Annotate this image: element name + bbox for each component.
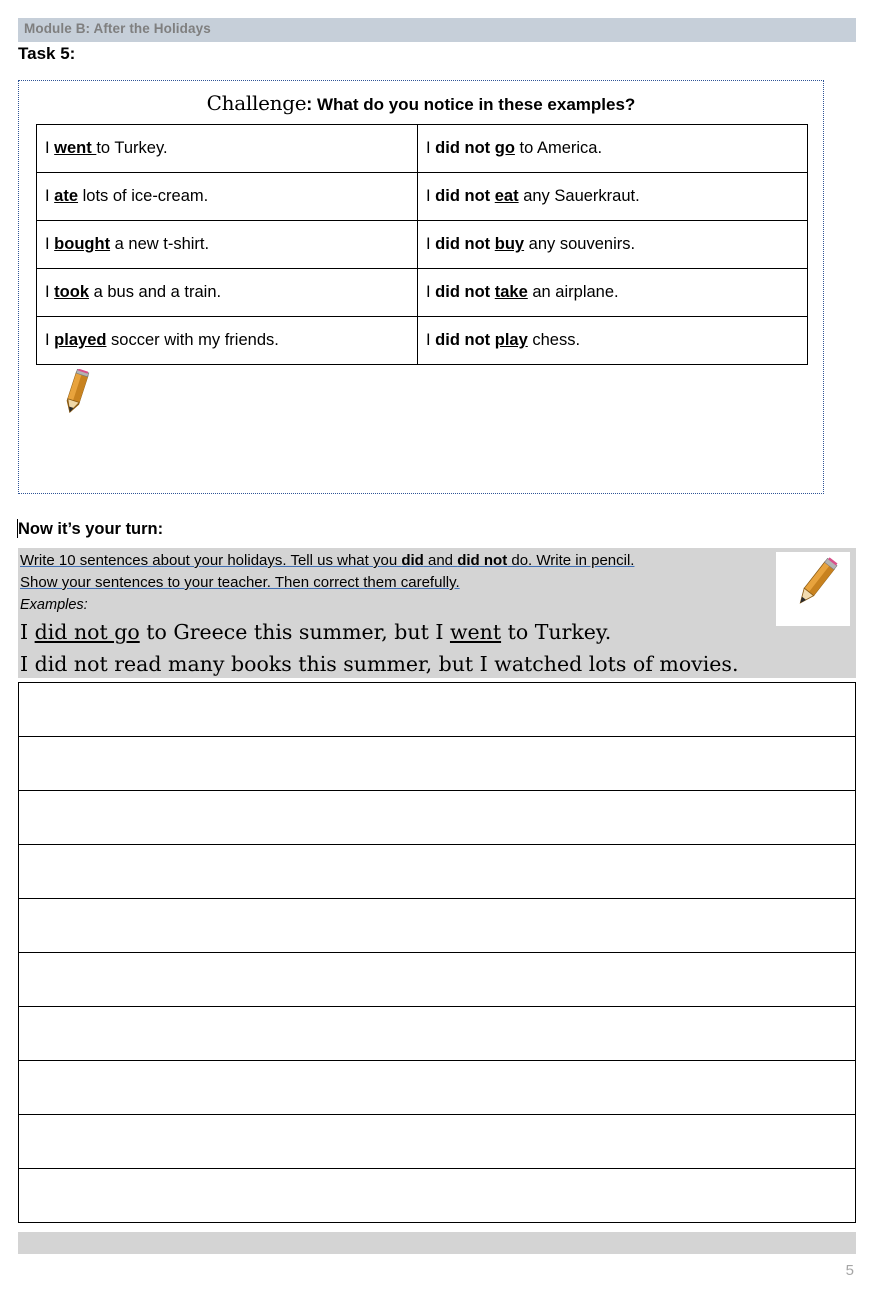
challenge-box: [18, 80, 824, 494]
negative-rest: an airplane.: [527, 283, 619, 301]
positive-prefix: I: [45, 139, 55, 157]
instruction-line-1: [20, 552, 634, 569]
negative-prefix: I: [426, 139, 436, 157]
positive-example-cell: [37, 317, 418, 365]
negative-aux: did not: [435, 331, 495, 349]
answer-line[interactable]: [19, 953, 856, 1007]
module-header-band: [18, 18, 856, 42]
table-row[interactable]: [19, 737, 856, 791]
positive-prefix: I: [45, 331, 55, 349]
table-row[interactable]: [19, 845, 856, 899]
negative-aux: did not: [435, 283, 495, 301]
examples-table: [36, 124, 808, 365]
answer-line[interactable]: [19, 1169, 856, 1223]
instruction-block: [18, 548, 856, 678]
answer-line[interactable]: [19, 1061, 856, 1115]
table-row[interactable]: [19, 1061, 856, 1115]
answer-line[interactable]: [19, 1115, 856, 1169]
example-sentence-1: [20, 620, 611, 644]
answer-line[interactable]: [19, 899, 856, 953]
pencil-icon: [57, 369, 95, 417]
negative-prefix: I: [426, 331, 436, 349]
positive-example-cell: [37, 221, 418, 269]
example-1-did-not-go: did not go: [34, 620, 140, 644]
positive-prefix: I: [45, 187, 55, 205]
positive-example-cell: [37, 173, 418, 221]
pencil-icon: [776, 552, 850, 626]
positive-rest: soccer with my friends.: [106, 331, 279, 349]
negative-rest: chess.: [527, 331, 581, 349]
challenge-word: Challenge: [206, 91, 307, 115]
instruction-did-not: did not: [457, 552, 508, 569]
table-row: [37, 269, 808, 317]
positive-prefix: I: [45, 283, 55, 301]
negative-aux: did not: [435, 139, 495, 157]
negative-verb: play: [494, 331, 528, 349]
your-turn-heading: Now it’s your turn:: [18, 520, 164, 538]
instruction-line-1-part-e: do. Write in pencil.: [507, 552, 635, 569]
answer-line[interactable]: [19, 791, 856, 845]
positive-rest: to Turkey.: [96, 139, 168, 157]
table-row[interactable]: [19, 1169, 856, 1223]
positive-rest: a new t-shirt.: [110, 235, 210, 253]
negative-verb: go: [494, 139, 515, 157]
answer-line[interactable]: [19, 683, 856, 737]
negative-rest: any Sauerkraut.: [518, 187, 640, 205]
negative-rest: any souvenirs.: [524, 235, 636, 253]
table-row[interactable]: [19, 899, 856, 953]
challenge-heading: [19, 91, 823, 115]
negative-prefix: I: [426, 187, 436, 205]
instruction-line-2: Show your sentences to your teacher. Then correct them carefully.: [20, 574, 460, 591]
table-row: [37, 125, 808, 173]
example-1-part-c: to Greece this summer, but I: [139, 620, 450, 644]
negative-verb: buy: [494, 235, 525, 253]
negative-example-cell: [418, 125, 808, 173]
negative-aux: did not: [435, 187, 495, 205]
answer-line[interactable]: [19, 1007, 856, 1061]
table-row[interactable]: [19, 953, 856, 1007]
instruction-did: did: [401, 552, 424, 569]
example-1-part-e: to Turkey.: [501, 620, 612, 644]
examples-label: Examples:: [20, 597, 88, 613]
challenge-colon: :: [306, 94, 313, 114]
negative-verb: take: [494, 283, 528, 301]
table-row[interactable]: [19, 1007, 856, 1061]
positive-example-cell: [37, 125, 418, 173]
positive-verb: bought: [54, 235, 111, 253]
table-row: [37, 317, 808, 365]
positive-prefix: I: [45, 235, 55, 253]
instruction-line-1-part-c: and: [423, 552, 458, 569]
negative-verb: eat: [494, 187, 519, 205]
positive-verb: played: [54, 331, 107, 349]
page-number: 5: [845, 1262, 854, 1279]
challenge-question: What do you notice in these examples?: [316, 95, 636, 114]
example-1-went: went: [449, 620, 502, 644]
positive-rest: lots of ice-cream.: [78, 187, 209, 205]
example-1-part-a: I: [20, 620, 35, 644]
footer-band: [18, 1232, 856, 1254]
table-row[interactable]: [19, 791, 856, 845]
negative-example-cell: [418, 317, 808, 365]
table-row[interactable]: [19, 1115, 856, 1169]
positive-verb: ate: [54, 187, 79, 205]
example-sentence-2: I did not read many books this summer, but I watched lots of movies.: [20, 652, 739, 676]
positive-verb: took: [54, 283, 90, 301]
answer-line[interactable]: [19, 737, 856, 791]
table-row[interactable]: [19, 683, 856, 737]
instruction-line-1-part-a: Write 10 sentences about your holidays. Tell us what you: [20, 552, 402, 569]
table-row: [37, 221, 808, 269]
answer-lines-table[interactable]: [18, 682, 856, 1223]
positive-rest: a bus and a train.: [89, 283, 222, 301]
module-header-label: Module B: After the Holidays: [24, 21, 211, 36]
negative-example-cell: [418, 269, 808, 317]
page-title: Task 5:: [18, 44, 76, 63]
negative-prefix: I: [426, 235, 436, 253]
positive-verb: went: [54, 139, 97, 157]
positive-example-cell: [37, 269, 418, 317]
negative-example-cell: [418, 173, 808, 221]
negative-prefix: I: [426, 283, 436, 301]
negative-rest: to America.: [514, 139, 603, 157]
table-row: [37, 173, 808, 221]
answer-line[interactable]: [19, 845, 856, 899]
negative-aux: did not: [435, 235, 495, 253]
negative-example-cell: [418, 221, 808, 269]
